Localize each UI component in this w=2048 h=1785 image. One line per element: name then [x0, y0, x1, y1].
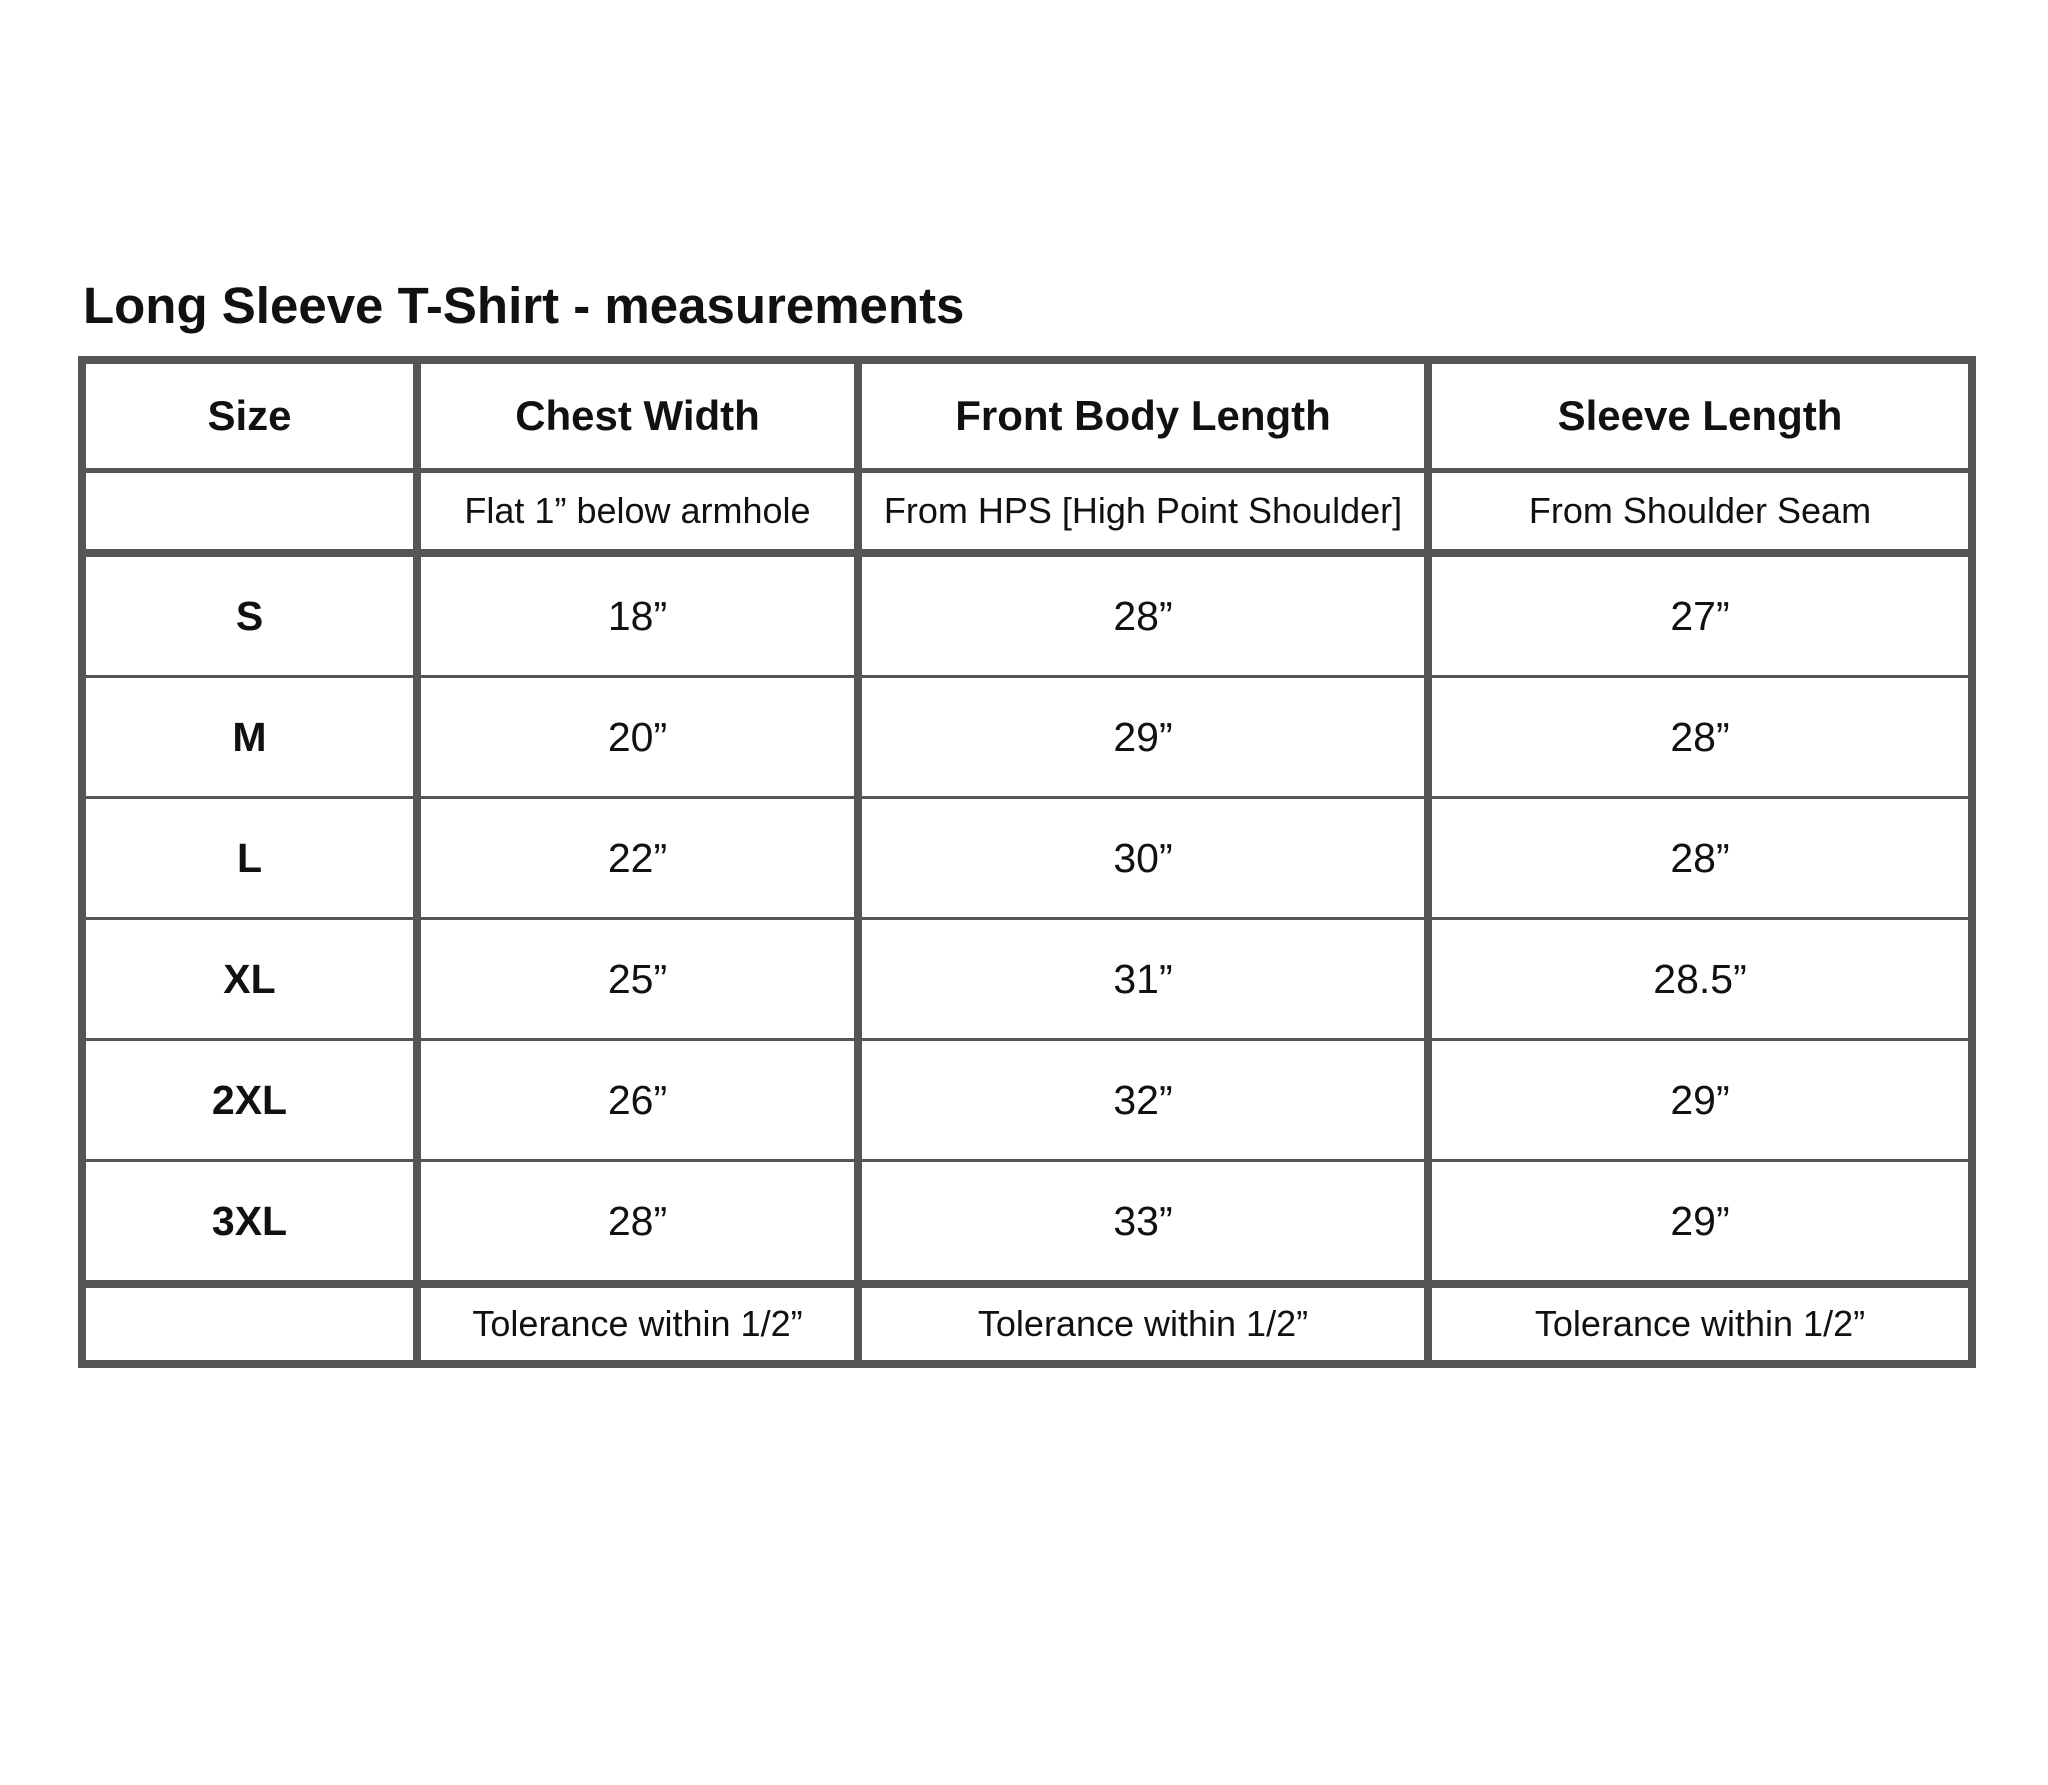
tolerance-sleeve-length: Tolerance within 1/2”	[1428, 1284, 1972, 1364]
chest-width-value: 18”	[417, 553, 858, 677]
header-size: Size	[207, 392, 292, 439]
chest-width-value: 22”	[417, 798, 858, 919]
sleeve-length-value: 28”	[1428, 677, 1972, 798]
size-label: S	[82, 553, 417, 677]
tolerance-row	[82, 1284, 1972, 1364]
chest-width-value: 28”	[417, 1161, 858, 1285]
front-body-length-value: 33”	[858, 1161, 1428, 1285]
note-size	[82, 471, 417, 554]
note-sleeve-length: From Shoulder Seam	[1428, 471, 1972, 554]
chest-width-value: 25”	[417, 919, 858, 1040]
table-row	[82, 1040, 1972, 1161]
tolerance-chest-width: Tolerance within 1/2”	[417, 1284, 858, 1364]
header-chest-width: Chest Width	[417, 360, 858, 471]
front-body-length-value: 32”	[858, 1040, 1428, 1161]
size-label: 2XL	[82, 1040, 417, 1161]
size-label: 3XL	[82, 1161, 417, 1285]
size-chart-table	[78, 356, 1976, 1368]
sleeve-length-value: 29”	[1428, 1040, 1972, 1161]
tolerance-front-body-length: Tolerance within 1/2”	[858, 1284, 1428, 1364]
sleeve-length-value: 28”	[1428, 798, 1972, 919]
size-label: XL	[82, 919, 417, 1040]
table-header-row	[82, 360, 1972, 471]
front-body-length-value: 28”	[858, 553, 1428, 677]
size-label: M	[82, 677, 417, 798]
header-front-body-length: Front Body Length	[858, 360, 1428, 471]
note-front-body-length: From HPS [High Point Shoulder]	[858, 471, 1428, 554]
sleeve-length-value: 28.5”	[1428, 919, 1972, 1040]
page-title: Long Sleeve T-Shirt - measurements	[83, 277, 965, 334]
table-row	[82, 677, 1972, 798]
size-label: L	[82, 798, 417, 919]
note-chest-width: Flat 1” below armhole	[417, 471, 858, 554]
table-row	[82, 1161, 1972, 1285]
front-body-length-value: 31”	[858, 919, 1428, 1040]
sleeve-length-value: 29”	[1428, 1161, 1972, 1285]
front-body-length-value: 30”	[858, 798, 1428, 919]
table-row	[82, 919, 1972, 1040]
header-sleeve-length: Sleeve Length	[1428, 360, 1972, 471]
table-row	[82, 553, 1972, 677]
chest-width-value: 20”	[417, 677, 858, 798]
table-row	[82, 798, 1972, 919]
front-body-length-value: 29”	[858, 677, 1428, 798]
tolerance-size	[82, 1284, 417, 1364]
sleeve-length-value: 27”	[1428, 553, 1972, 677]
chest-width-value: 26”	[417, 1040, 858, 1161]
measurement-notes-row	[82, 471, 1972, 554]
